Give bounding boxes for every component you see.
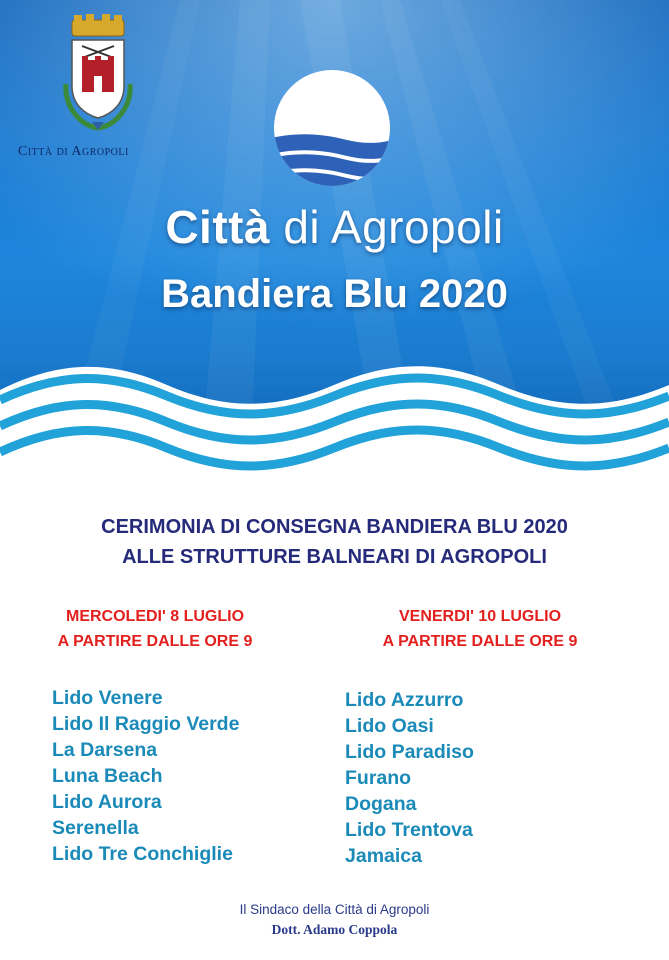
list-item: Lido Venere [52, 687, 163, 709]
day-time: A PARTIRE DALLE ORE 9 [382, 633, 578, 650]
day-time: A PARTIRE DALLE ORE 9 [57, 633, 253, 650]
list-item: Dogana [345, 793, 417, 815]
list-item: Lido Paradiso [345, 741, 474, 763]
list-item: Serenella [52, 817, 139, 839]
list-item: Lido Oasi [345, 715, 434, 737]
list-item: Lido Tre Conchiglie [52, 843, 233, 865]
ceremony-line-1: CERIMONIA DI CONSEGNA BANDIERA BLU 2020 [101, 516, 568, 538]
city-crest-icon [58, 14, 138, 132]
day-friday [330, 604, 630, 654]
signature [0, 900, 669, 940]
list-item: Lido Trentova [345, 819, 473, 841]
day-wednesday [5, 604, 305, 654]
crest-label: Città di Agropoli [18, 144, 129, 159]
ceremony-heading [0, 512, 669, 572]
list-item: Lido Aurora [52, 791, 162, 813]
wave-band [0, 350, 669, 490]
title-city-light: di Agropoli [283, 201, 504, 253]
day-date: VENERDI' 10 LUGLIO [398, 608, 562, 625]
ceremony-line-2: ALLE STRUTTURE BALNEARI DI AGROPOLI [122, 546, 547, 568]
title-city [0, 200, 669, 254]
list-item: Jamaica [345, 845, 422, 867]
title-bandiera: Bandiera Blu 2020 [161, 272, 508, 316]
list-item: Furano [345, 767, 412, 789]
signature-line-2: Dott. Adamo Coppola [271, 922, 398, 937]
lido-list-wednesday [52, 685, 239, 867]
title-city-strong: Città [165, 201, 271, 253]
day-date: MERCOLEDI' 8 LUGLIO [65, 608, 245, 625]
list-item: Lido Il Raggio Verde [52, 713, 240, 735]
list-item: La Darsena [52, 739, 158, 761]
blue-flag-logo-icon [257, 68, 407, 188]
lido-list-friday [345, 687, 474, 869]
signature-line-1: Il Sindaco della Città di Agropoli [239, 902, 430, 917]
list-item: Lido Azzurro [345, 689, 464, 711]
list-item: Luna Beach [52, 765, 163, 787]
